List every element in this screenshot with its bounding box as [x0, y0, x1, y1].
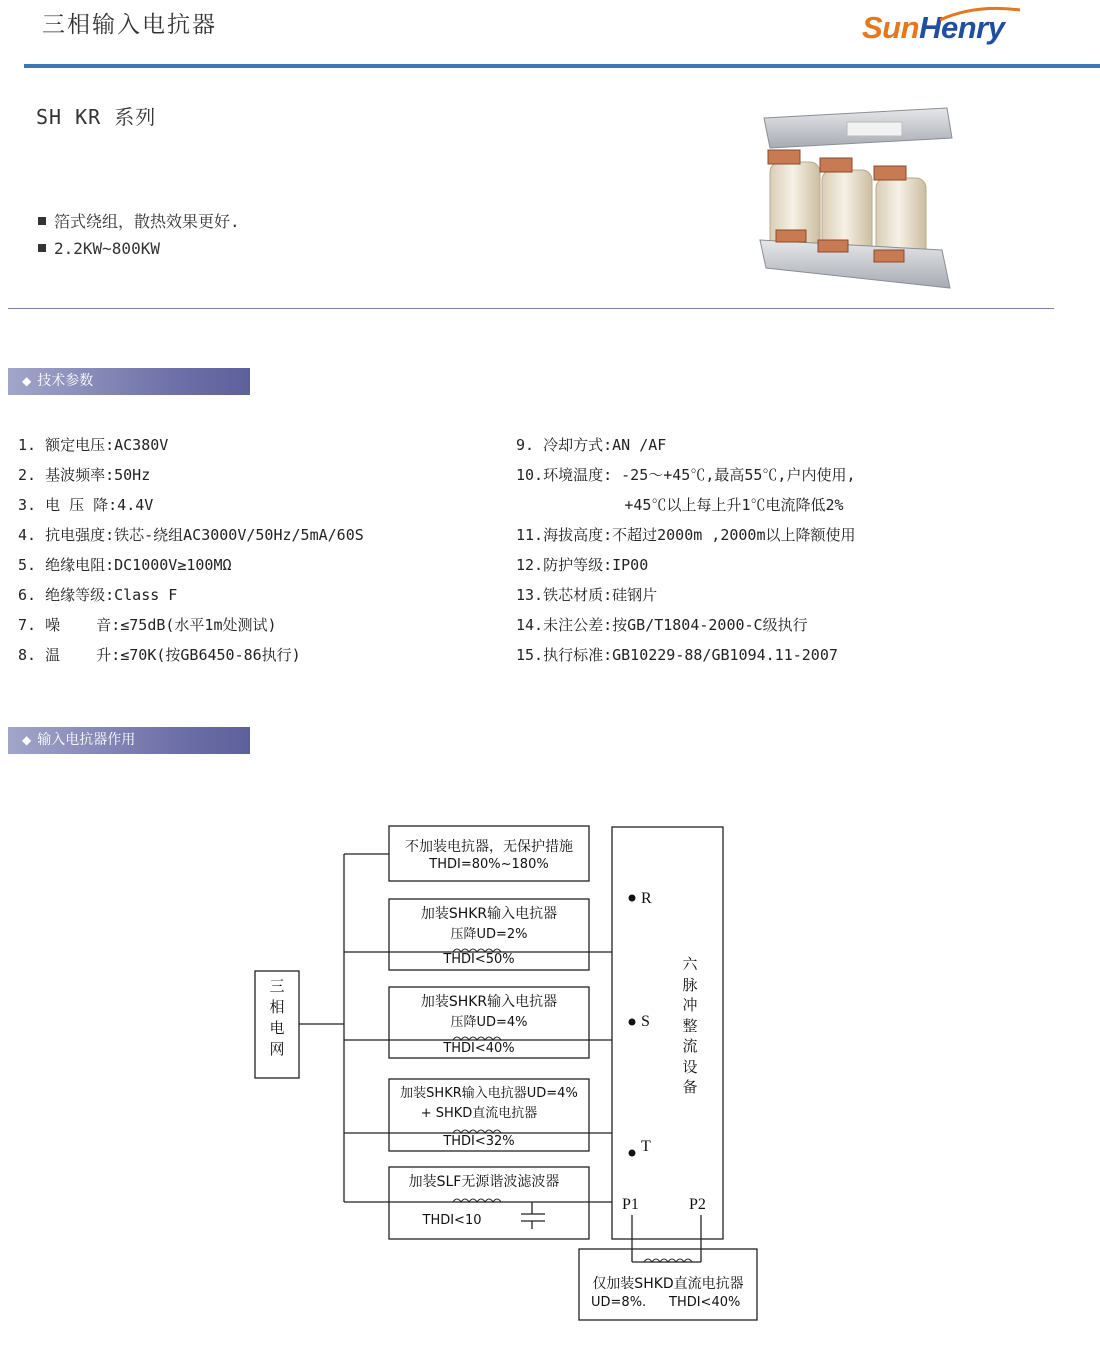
diamond-icon: ◆ — [22, 374, 32, 388]
feature-text: 箔式绕组，散热效果更好. — [54, 212, 240, 231]
terminal-t: T — [641, 1138, 651, 1155]
rectifier-label: 六 脉 冲 整 流 设 备 — [682, 955, 698, 1096]
box5-line1: 加装SLF无源谐波滤波器 — [408, 1174, 560, 1190]
spec-item: 14.未注公差:按GB/T1804-2000-C级执行 — [516, 616, 808, 634]
spec-item: 2. 基波频率:50Hz — [18, 466, 151, 484]
inductor-icon — [453, 1199, 501, 1202]
box2-line1: 加装SHKR输入电抗器 — [420, 906, 558, 922]
terminal-p1: P1 — [622, 1196, 639, 1213]
spec-item: 9. 冷却方式:AN /AF — [516, 436, 667, 454]
terminal-r: R — [641, 890, 652, 907]
spec-item: 6. 绝缘等级:Class F — [18, 586, 178, 604]
box3-line2: 压降UD=4% — [450, 1015, 528, 1030]
spec-item: 15.执行标准:GB10229-88/GB1094.11-2007 — [516, 646, 838, 664]
diamond-icon: ◆ — [22, 733, 32, 747]
box4-line3: THDI<32% — [443, 1134, 515, 1149]
inductor-icon — [453, 1037, 501, 1040]
page-title: 三相输入电抗器 — [42, 12, 217, 38]
spec-item: +45℃以上每上升1℃电流降低2% — [516, 496, 844, 514]
logo-henry-text: Henry — [919, 10, 1005, 45]
box2-line2: 压降UD=2% — [450, 927, 528, 942]
box4-line2: + SHKD直流电抗器 — [420, 1106, 538, 1121]
box3-line1: 加装SHKR输入电抗器 — [420, 994, 558, 1010]
terminal-s: S — [641, 1013, 650, 1030]
spec-item: 11.海拔高度:不超过2000m ,2000m以上降额使用 — [516, 526, 856, 544]
box6-line2: UD=8%. — [591, 1295, 647, 1310]
box4-line1: 加装SHKR输入电抗器UD=4% — [400, 1086, 578, 1101]
box1-line2: THDI=80%~180% — [429, 857, 549, 872]
box1-line1: 不加装电抗器，无保护措施 — [405, 839, 573, 855]
spec-item: 12.防护等级:IP00 — [516, 556, 649, 574]
grid-label: 三 相 电 网 — [269, 977, 285, 1058]
logo-sun-text: Sun — [862, 10, 920, 45]
section-label: 输入电抗器作用 — [37, 732, 136, 748]
inductor-icon — [453, 1130, 501, 1133]
terminal-p2: P2 — [689, 1196, 706, 1213]
spec-item: 8. 温 升:≤70K(按GB6450-86执行) — [18, 646, 301, 664]
spec-item: 7. 噪 音:≤75dB(水平1m处测试) — [18, 616, 277, 634]
series-title: SH KR 系列 — [36, 105, 157, 129]
spec-item: 10.环境温度: -25～+45℃,最高55℃,户内使用, — [516, 466, 856, 484]
spec-item: 3. 电 压 降:4.4V — [18, 496, 154, 514]
inductor-icon — [644, 1259, 692, 1262]
box3-line3: THDI<40% — [443, 1041, 515, 1056]
terminal-dot-s — [629, 1019, 636, 1026]
box2-line3: THDI<50% — [443, 952, 515, 967]
spec-item: 13.铁芯材质:硅钢片 — [516, 586, 658, 604]
spec-item: 4. 抗电强度:铁芯-绕组AC3000V/50Hz/5mA/60S — [18, 526, 364, 544]
feature-text: 2.2KW~800KW — [54, 239, 160, 258]
box6-line3: THDI<40% — [669, 1295, 741, 1310]
box6-line1: 仅加装SHKD直流电抗器 — [592, 1276, 744, 1292]
terminal-dot-t — [629, 1150, 636, 1157]
spec-item: 5. 绝缘电阻:DC1000V≥100MΩ — [18, 556, 232, 574]
terminal-dot-r — [629, 895, 636, 902]
spec-item: 1. 额定电压:AC380V — [18, 436, 169, 454]
box5-line2: THDI<10 — [422, 1213, 482, 1228]
section-label: 技术参数 — [37, 373, 94, 389]
